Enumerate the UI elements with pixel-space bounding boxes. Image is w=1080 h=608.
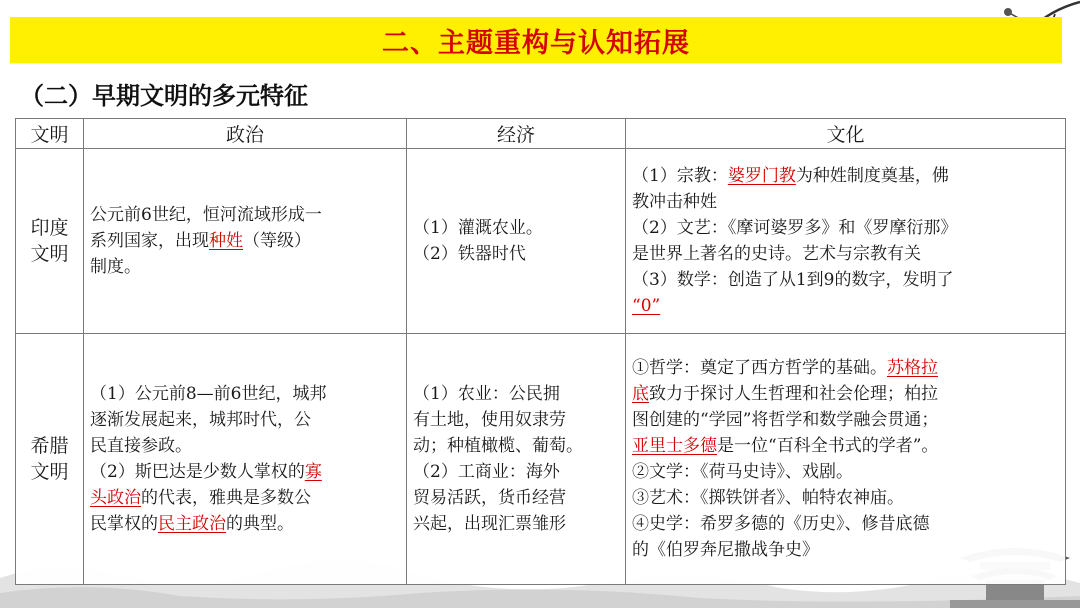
cell-text: 是一位“百科全书式的学者”。: [717, 436, 939, 456]
header-civilization: 文明: [16, 119, 84, 149]
cell-line: [90, 485, 400, 511]
economy-cell: [407, 149, 626, 334]
cell-line: [90, 202, 400, 228]
cell-text: ②文学：《荷马史诗》、戏剧。: [632, 462, 853, 482]
cell-line: [413, 215, 619, 241]
cell-text: 兴起，出现汇票雏形: [413, 514, 566, 534]
cell-text: 为种姓制度奠基，佛: [795, 166, 949, 186]
cell-text: （2）斯巴达是少数人掌权的: [90, 462, 305, 482]
civilization-name-part: 希腊: [30, 435, 69, 457]
cell-text: （2）工商业：海外: [413, 462, 560, 482]
civilization-name-part: 印度: [30, 217, 69, 239]
cell-line: [90, 254, 400, 280]
cell-line: [632, 215, 1059, 241]
cell-text: 有土地，使用奴隶劳: [413, 410, 566, 430]
politics-cell: [84, 149, 407, 334]
highlighted-term: 民主政治: [158, 514, 226, 534]
cell-line: [632, 189, 1059, 215]
cell-text: （1）农业：公民拥: [413, 384, 560, 404]
cell-text: 图创建的“学园”将哲学和数学融会贯通；: [632, 410, 939, 430]
cell-text: （1）宗教：: [632, 166, 728, 186]
cell-text: 公元前6世纪，恒河流域形成一: [90, 205, 322, 225]
cell-text: 的典型。: [226, 514, 294, 534]
table-header-row: [16, 119, 1066, 149]
cell-line: [632, 511, 1059, 537]
header-culture: 文化: [626, 119, 1066, 149]
cell-line: [413, 381, 619, 407]
cell-line: [632, 293, 1059, 319]
cell-line: [632, 485, 1059, 511]
cell-text: ①哲学：奠定了西方哲学的基础。: [632, 358, 887, 378]
cell-text: （2）铁器时代: [413, 244, 526, 264]
section-subtitle: （二）早期文明的多元特征: [20, 82, 308, 110]
cell-line: [632, 381, 1059, 407]
highlighted-term: “0”: [632, 296, 661, 316]
cell-line: [90, 511, 400, 537]
cell-line: [413, 407, 619, 433]
cell-line: [413, 459, 619, 485]
civilization-name: [16, 334, 84, 585]
header-economy: 经济: [407, 119, 626, 149]
cell-line: [90, 228, 400, 254]
economy-cell: [407, 334, 626, 585]
cell-text: 致力于探讨人生哲理和社会伦理；柏拉: [649, 384, 938, 404]
culture-cell: [626, 149, 1066, 334]
highlighted-term: 底: [632, 384, 649, 404]
culture-cell: [626, 334, 1066, 585]
cell-line: [90, 407, 400, 433]
cell-line: [632, 241, 1059, 267]
cell-text: 的《伯罗奔尼撒战争史》: [632, 540, 819, 560]
cell-line: [632, 433, 1059, 459]
cell-text: 教冲击种姓: [632, 192, 717, 212]
cell-text: （等级）: [243, 231, 311, 251]
cell-text: 的代表，雅典是多数公: [141, 488, 311, 508]
cell-text: （3）数学：创造了从1到9的数字，发明了: [632, 270, 954, 290]
civilization-name: [16, 149, 84, 334]
cell-text: 是世界上著名的史诗。艺术与宗教有关: [632, 244, 921, 264]
cell-text: 贸易活跃，货币经营: [413, 488, 566, 508]
highlighted-term: 种姓: [209, 231, 243, 251]
page-title: 二、主题重构与认知拓展: [382, 27, 690, 59]
highlighted-term: 亚里士多德: [632, 436, 717, 456]
cell-line: [90, 433, 400, 459]
highlighted-term: 苏格拉: [887, 358, 938, 378]
table-row: [16, 149, 1066, 334]
cell-text: （1）灌溉农业。: [413, 218, 543, 238]
header-politics: 政治: [84, 119, 407, 149]
cell-text: 制度。: [90, 257, 141, 277]
civilization-name-part: 文明: [30, 461, 69, 483]
highlighted-term: 婆罗门教: [727, 166, 796, 186]
cell-text: 系列国家，出现: [90, 231, 209, 251]
cell-line: [632, 407, 1059, 433]
cell-text: 民掌权的: [90, 514, 158, 534]
politics-cell: [84, 334, 407, 585]
cell-line: [413, 241, 619, 267]
highlighted-term: 头政治: [90, 488, 141, 508]
highlighted-term: 寡: [304, 462, 322, 482]
cell-line: [413, 433, 619, 459]
cell-text: 民直接参政。: [90, 436, 192, 456]
cell-line: [413, 511, 619, 537]
cell-line: [632, 267, 1059, 293]
cell-line: [632, 355, 1059, 381]
cell-line: [413, 485, 619, 511]
cell-text: 动；种植橄榄、葡萄。: [413, 436, 583, 456]
title-banner: [10, 17, 1062, 63]
cell-text: （2）文艺：《摩诃婆罗多》和《罗摩衍那》: [632, 218, 958, 238]
cell-line: [632, 537, 1059, 563]
cell-line: [632, 459, 1059, 485]
cell-line: [632, 163, 1059, 189]
cell-line: [90, 459, 400, 485]
cell-text: ④史学：希罗多德的《历史》、修昔底德: [632, 514, 930, 534]
civilization-table: [15, 118, 1066, 585]
cell-line: [90, 381, 400, 407]
cell-text: （1）公元前8—前6世纪，城邦: [90, 384, 327, 404]
table-row: [16, 334, 1066, 585]
cell-text: 逐渐发展起来，城邦时代，公: [90, 410, 311, 430]
civilization-name-part: 文明: [30, 243, 69, 265]
cell-text: ③艺术：《掷铁饼者》、帕特农神庙。: [632, 488, 904, 508]
